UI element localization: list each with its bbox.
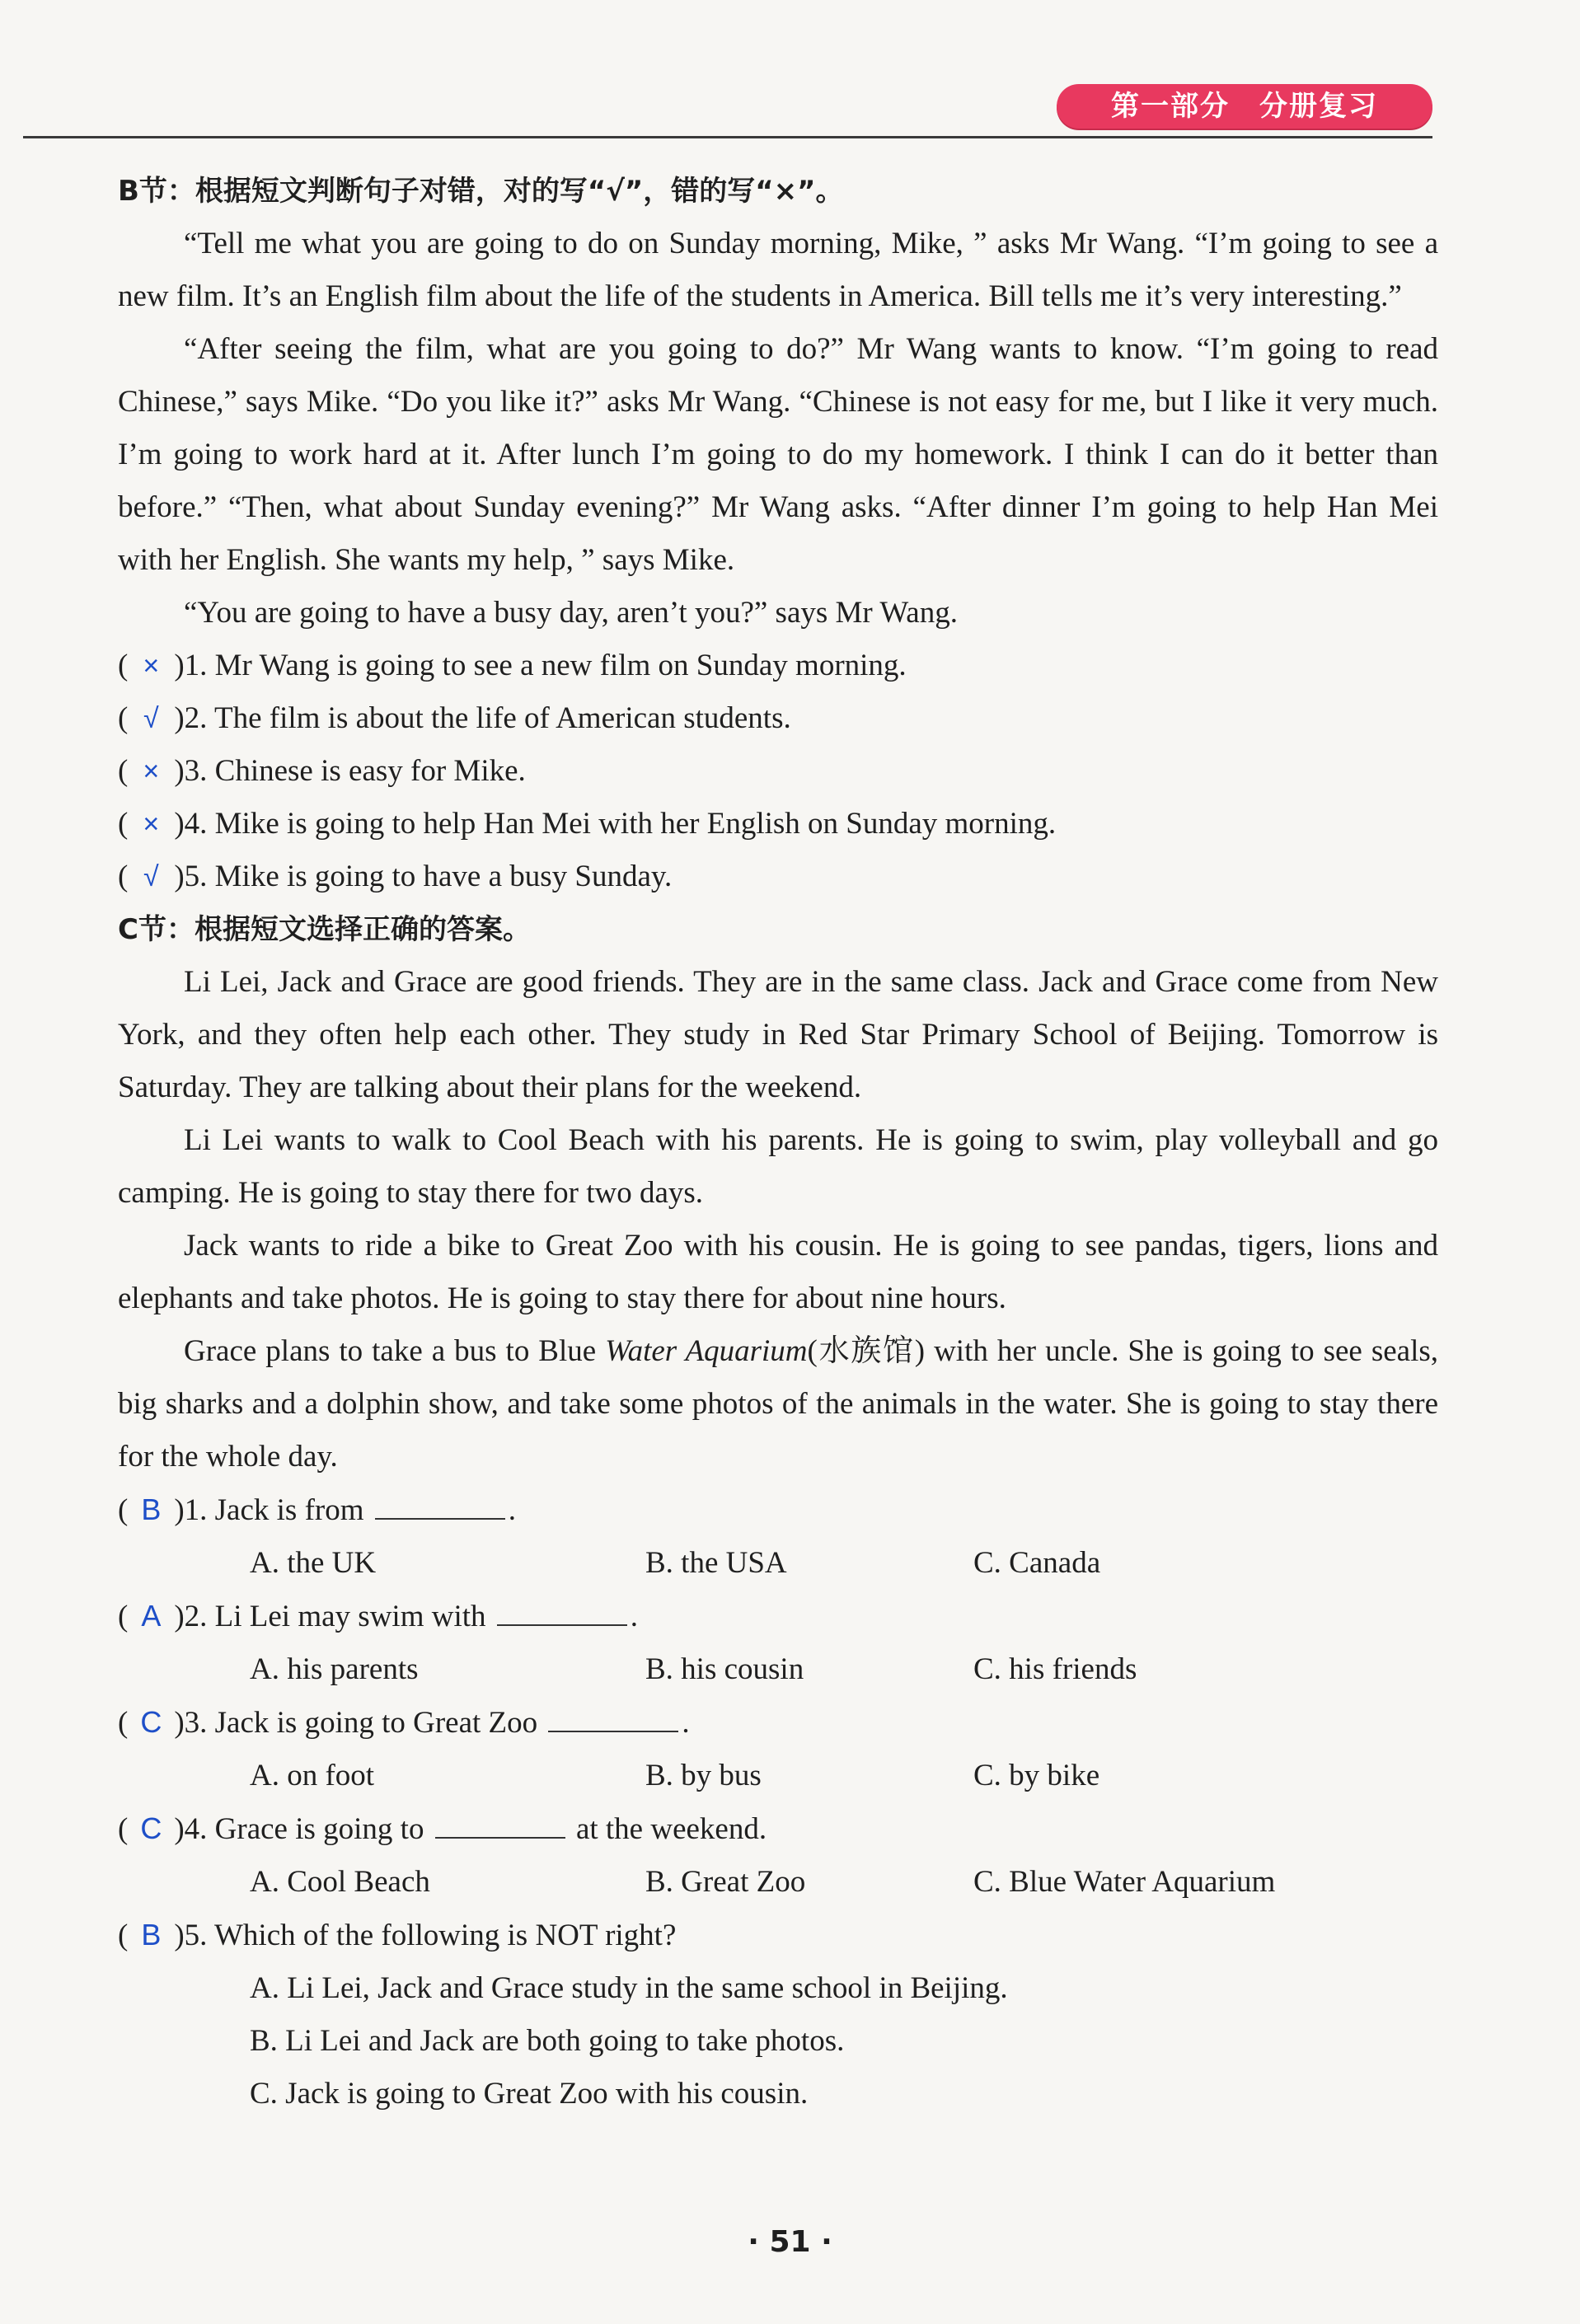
answer-blank: [497, 1600, 627, 1626]
answer-mark: ×: [143, 808, 160, 840]
header-rule: [23, 136, 1432, 138]
section-b-question: ( × )1. Mr Wang is going to see a new film on Sunday morning.: [118, 640, 1438, 692]
aquarium-name: Water Aquarium: [605, 1334, 808, 1368]
section-c-question: ( A )2. Li Lei may swim with .: [118, 1590, 1438, 1643]
question-text: 5. Mike is going to have a busy Sunday.: [184, 860, 673, 893]
section-c-paragraph: Li Lei, Jack and Grace are good friends. They are in the same class. Jack and Grace come from New York, and they often help each other. They study in Red Star Primary School of Beijing. Tomorrow is Saturday. They are talking about their plans for the weekend.: [118, 965, 1438, 1104]
options-row: [118, 1643, 1438, 1696]
aquarium-gloss: (水族馆): [807, 1334, 926, 1368]
answer-mark: √: [143, 703, 159, 734]
question-text: 4. Mike is going to help Han Mei with her English on Sunday morning.: [184, 807, 1057, 841]
option-a: A. Cool Beach: [250, 1865, 430, 1899]
answer-blank: [435, 1812, 565, 1839]
option-a: A. the UK: [250, 1546, 377, 1580]
section-c-paragraph: Grace plans to take a bus to Blue Water Aquarium(水族馆) with her uncle. She is going to see seals, big sharks and a dolphin show, and take some photos of the animals in the water. She is going to stay there for the whole day.: [118, 1334, 1438, 1474]
section-b-question: ( × )4. Mike is going to help Han Mei with her English on Sunday morning.: [118, 798, 1438, 850]
header-part: 第一部分: [1111, 90, 1230, 123]
question-text: 3. Chinese is easy for Mike.: [184, 754, 526, 788]
answer-letter: B: [141, 1918, 162, 1952]
option-a: A. on foot: [250, 1759, 375, 1792]
content: [118, 165, 1438, 2120]
option-b: B. Great Zoo: [645, 1865, 806, 1899]
answer-letter: A: [141, 1599, 162, 1633]
option-c: C. Jack is going to Great Zoo with his cousin.: [250, 2077, 809, 2111]
section-c-question: ( B )1. Jack is from .: [118, 1483, 1438, 1537]
options-row: [118, 1750, 1438, 1802]
option-b: B. the USA: [645, 1546, 787, 1580]
header-badge: [1057, 84, 1432, 129]
answer-mark: ×: [143, 650, 160, 682]
answer-letter: B: [141, 1492, 162, 1526]
section-b-paragraph: “Tell me what you are going to do on Sunday morning, Mike, ” asks Mr Wang. “I’m going to see a new film. It’s an English film about the life of the students in America. Bill tells me it’s very interesting.”: [118, 227, 1438, 313]
page-number: · 51 ·: [748, 2225, 832, 2259]
section-b-question: ( × )3. Chinese is easy for Mike.: [118, 745, 1438, 798]
option-b: B. his cousin: [645, 1652, 804, 1686]
option-a: A. Li Lei, Jack and Grace study in the same school in Beijing.: [250, 1971, 1008, 2005]
answer-letter: C: [140, 1705, 162, 1739]
section-c-paragraph: Jack wants to ride a bike to Great Zoo with his cousin. He is going to see pandas, tigers, lions and elephants and take photos. He is going to stay there for about nine hours.: [118, 1229, 1438, 1315]
section-b-question: ( √ )5. Mike is going to have a busy Sunday.: [118, 850, 1438, 903]
section-c-question: ( B )5. Which of the following is NOT right?: [118, 1909, 1438, 1962]
option-a: A. his parents: [250, 1652, 419, 1686]
section-c-title: C节：根据短文选择正确的答案。: [118, 913, 531, 946]
option-c: C. Canada: [973, 1546, 1101, 1580]
section-c-paragraph: Li Lei wants to walk to Cool Beach with his parents. He is going to swim, play volleyball and go camping. He is going to stay there for two days.: [118, 1123, 1438, 1210]
section-b-paragraph: “You are going to have a busy day, aren’t you?” says Mr Wang.: [184, 596, 958, 630]
question-text: 1. Mr Wang is going to see a new film on Sunday morning.: [184, 649, 907, 682]
answer-letter: C: [140, 1811, 162, 1845]
header-section: 分册复习: [1259, 90, 1378, 123]
answer-blank: [548, 1706, 678, 1732]
option-b: B. by bus: [645, 1759, 762, 1792]
options-row: [118, 1537, 1438, 1590]
question-text: 2. The film is about the life of American students.: [184, 701, 791, 735]
options-row: [118, 1856, 1438, 1909]
answer-blank: [375, 1493, 505, 1520]
section-b-title: B节：根据短文判断句子对错，对的写“√”，错的写“×”。: [118, 175, 844, 208]
option-b: B. Li Lei and Jack are both going to take photos.: [250, 2024, 845, 2058]
option-c: C. his friends: [973, 1652, 1137, 1686]
answer-mark: √: [143, 861, 159, 893]
section-c-question: ( C )4. Grace is going to at the weekend.: [118, 1802, 1438, 1856]
option-c: C. by bike: [973, 1759, 1100, 1792]
option-c: C. Blue Water Aquarium: [973, 1865, 1276, 1899]
answer-mark: ×: [143, 756, 160, 787]
section-c-question: ( C )3. Jack is going to Great Zoo .: [118, 1696, 1438, 1750]
section-b-paragraph: “After seeing the film, what are you going to do?” Mr Wang wants to know. “I’m going to read Chinese,” says Mike. “Do you like it?” asks Mr Wang. “Chinese is not easy for me, but I like it very much. I’m going to work hard at it. After lunch I’m going to do my homework. I think I can do it better than before.” “Then, what about Sunday evening?” Mr Wang asks. “After dinner I’m going to help Han Mei with her English. She wants my help, ” says Mike.: [118, 332, 1438, 577]
section-b-question: ( √ )2. The film is about the life of American students.: [118, 692, 1438, 745]
